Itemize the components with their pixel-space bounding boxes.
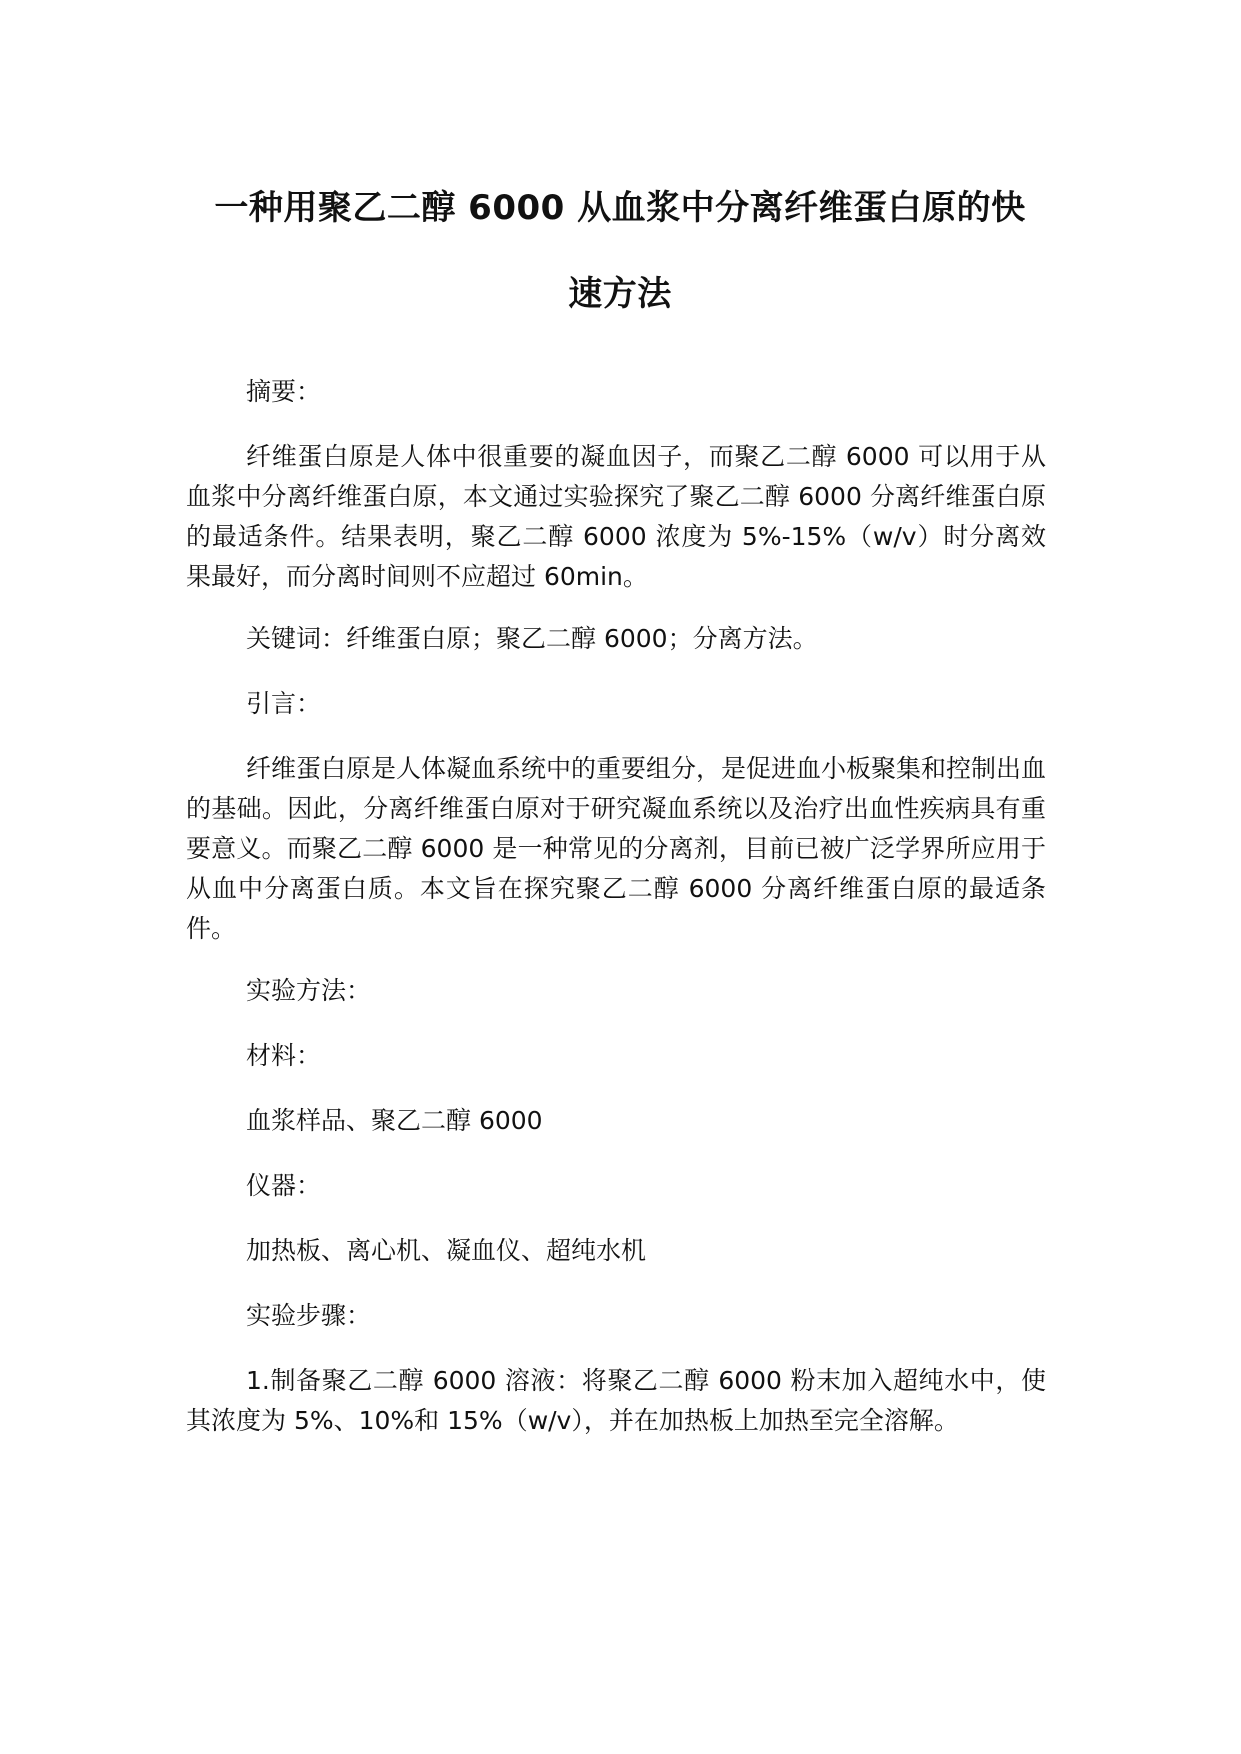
steps-heading: 实验步骤： bbox=[246, 1301, 372, 1330]
intro-paragraph: 纤维蛋白原是人体凝血系统中的重要组分，是促进血小板聚集和控制出血的基础。因此，分离纤维蛋白原对于研究凝血系统以及治疗出血性疾病具有重要意义。而聚乙二醇 6000 是一种常见的分离剂，目前已被广泛学界所应用于从血中分离蛋白质。本文旨在探究聚乙二醇 6000 分离纤维蛋白原的最适条件。 bbox=[186, 754, 1047, 943]
keywords-line: 关键词：纤维蛋白原；聚乙二醇 6000；分离方法。 bbox=[246, 624, 818, 653]
abstract-heading: 摘要： bbox=[246, 377, 322, 406]
document-body bbox=[186, 372, 1046, 1463]
materials-heading: 材料： bbox=[246, 1041, 322, 1070]
materials-list: 血浆样品、聚乙二醇 6000 bbox=[246, 1106, 543, 1135]
document-title-line-1: 一种用聚乙二醇 6000 从血浆中分离纤维蛋白原的快 bbox=[214, 188, 1026, 228]
intro-heading: 引言： bbox=[246, 689, 322, 718]
instruments-heading: 仪器： bbox=[246, 1171, 322, 1200]
method-heading: 实验方法： bbox=[246, 976, 372, 1005]
instruments-list: 加热板、离心机、凝血仪、超纯水机 bbox=[246, 1236, 647, 1265]
abstract-paragraph: 纤维蛋白原是人体中很重要的凝血因子，而聚乙二醇 6000 可以用于从血浆中分离纤维蛋白原，本文通过实验探究了聚乙二醇 6000 分离纤维蛋白原的最适条件。结果表明，聚乙二醇 6000 浓度为 5%-15%（w/v）时分离效果最好，而分离时间则不应超过 60min。 bbox=[186, 442, 1046, 591]
step-1-paragraph: 1.制备聚乙二醇 6000 溶液：将聚乙二醇 6000 粉末加入超纯水中，使其浓度为 5%、10%和 15%（w/v），并在加热板上加热至完全溶解。 bbox=[186, 1366, 1046, 1435]
document-title-line-2: 速方法 bbox=[568, 274, 672, 314]
